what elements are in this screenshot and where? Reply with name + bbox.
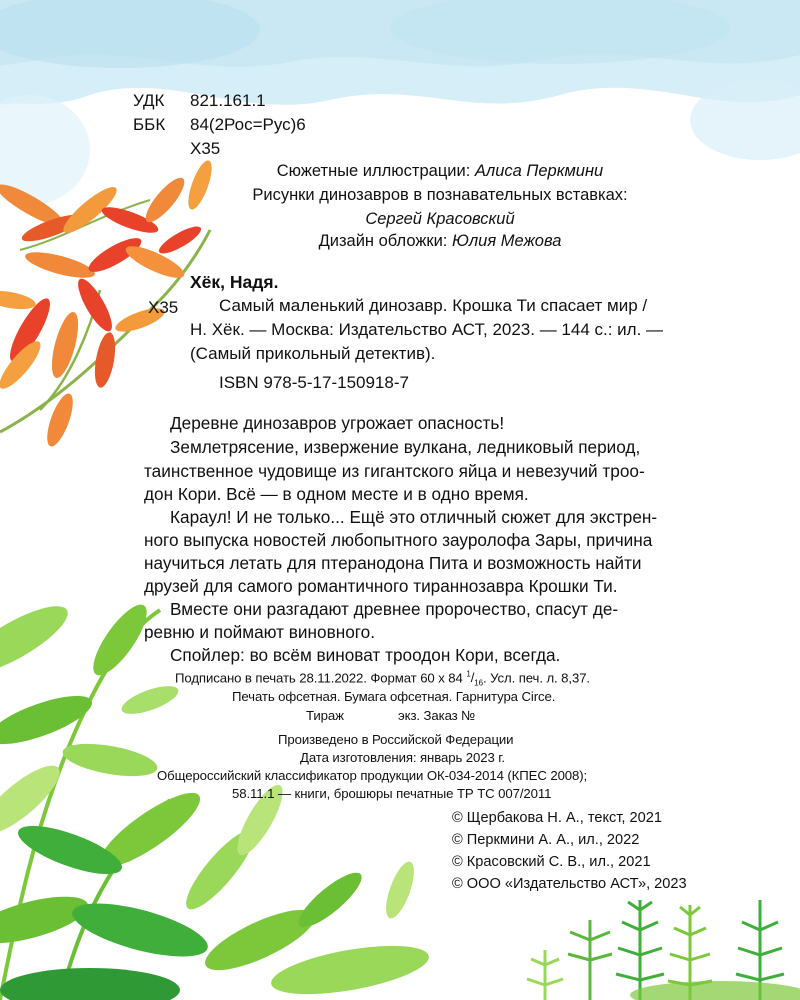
- illustrations-label: Сюжетные иллюстрации:: [276, 162, 471, 180]
- annotation-line: Деревне динозавров угрожает опасность!: [170, 413, 505, 433]
- product-code: 58.11.1 — книги, брошюры печатные ТР ТС 007/2011: [232, 786, 552, 801]
- production-date: Дата изготовления: январь 2023 г.: [300, 750, 505, 765]
- bbk-value: 84(2Рос=Рус)6: [190, 115, 306, 134]
- annotation-line: ного выпуска новостей любопытного зауролофа Зары, причина: [144, 530, 653, 550]
- fraction-numerator: 1: [466, 670, 471, 679]
- copyright-line: © Красовский С. В., ил., 2021: [452, 854, 651, 870]
- autumn-branch: [0, 158, 216, 450]
- annotation-line: Землетрясение, извержение вулкана, ледниковый период,: [170, 437, 641, 457]
- dino-drawings-label: Рисунки динозавров в познавательных вставках:: [252, 186, 628, 204]
- annotation-line: научиться летать для птеранодона Пита и возможность найти: [144, 553, 642, 573]
- copyright-line: © ООО «Издательство АСТ», 2023: [452, 876, 687, 892]
- udk-value: 821.161.1: [190, 91, 266, 110]
- record-line-1: Самый маленький динозавр. Крошка Ти спасает мир /: [219, 296, 648, 315]
- illustrations-name: Алиса Перкмини: [474, 162, 604, 180]
- udk-label: УДК: [133, 91, 165, 110]
- annotation-line: друзей для самого романтичного тираннозавра Крошки Ти.: [144, 576, 618, 596]
- product-classifier: Общероссийский классификатор продукции ОК-034-2014 (КПЕС 2008);: [157, 768, 588, 783]
- record-line-3: (Самый прикольный детектив).: [190, 344, 436, 363]
- imprint-tirazh: Тираж: [306, 708, 344, 723]
- imprint-line-1: [175, 670, 590, 688]
- imprint-sheets: . Усл. печ. л. 8,37.: [482, 670, 590, 686]
- illustrations-credit: [240, 162, 640, 181]
- annotation-line: Караул! И не только... Ещё это отличный сюжет для экстрен-: [170, 507, 658, 527]
- cover-label: Дизайн обложки:: [318, 232, 448, 250]
- annotation-line: таинственное чудовище из гигантского яйца и невезучий троо-: [144, 461, 645, 481]
- fraction-denominator: 16: [474, 679, 483, 689]
- annotation-line: Вместе они разгадают древнее пророчество, спасут де-: [170, 599, 619, 619]
- imprint-format: Подписано в печать 28.11.2022. Формат 60 x 84: [175, 670, 463, 686]
- annotation-line: дон Кори. Всё — в одном месте и в одно время.: [144, 484, 529, 504]
- imprint-line-2: Печать офсетная. Бумага офсетная. Гарнитура Circe.: [232, 689, 556, 704]
- record-mark: Х35: [148, 298, 179, 317]
- production-country: Произведено в Российской Федерации: [278, 732, 514, 747]
- record-isbn: ISBN 978-5-17-150918-7: [219, 373, 409, 392]
- dino-drawings-name: Сергей Красовский: [365, 210, 515, 228]
- record-author: Хёк, Надя.: [190, 272, 279, 292]
- record-line-2: Н. Хёк. — Москва: Издательство АСТ, 2023. — 144 с.: ил. —: [190, 320, 664, 339]
- imprint-zakaz: экз. Заказ №: [398, 708, 476, 723]
- annotation-line: ревню и поймают виновного.: [144, 622, 375, 642]
- cover-design-credit: [260, 232, 620, 251]
- copyright-line: © Щербакова Н. А., текст, 2021: [452, 810, 662, 826]
- annotation-line: Спойлер: во всём виноват троодон Кори, всегда.: [170, 645, 561, 665]
- author-mark: Х35: [190, 139, 221, 158]
- bbk-label: ББК: [133, 115, 166, 134]
- cover-name: Юлия Межова: [451, 232, 562, 250]
- copyright-line: © Перкмини А. А., ил., 2022: [452, 832, 640, 848]
- horsetail-plants-right: [527, 900, 800, 1000]
- format-fraction: $^1/_{16}$: [466, 670, 483, 689]
